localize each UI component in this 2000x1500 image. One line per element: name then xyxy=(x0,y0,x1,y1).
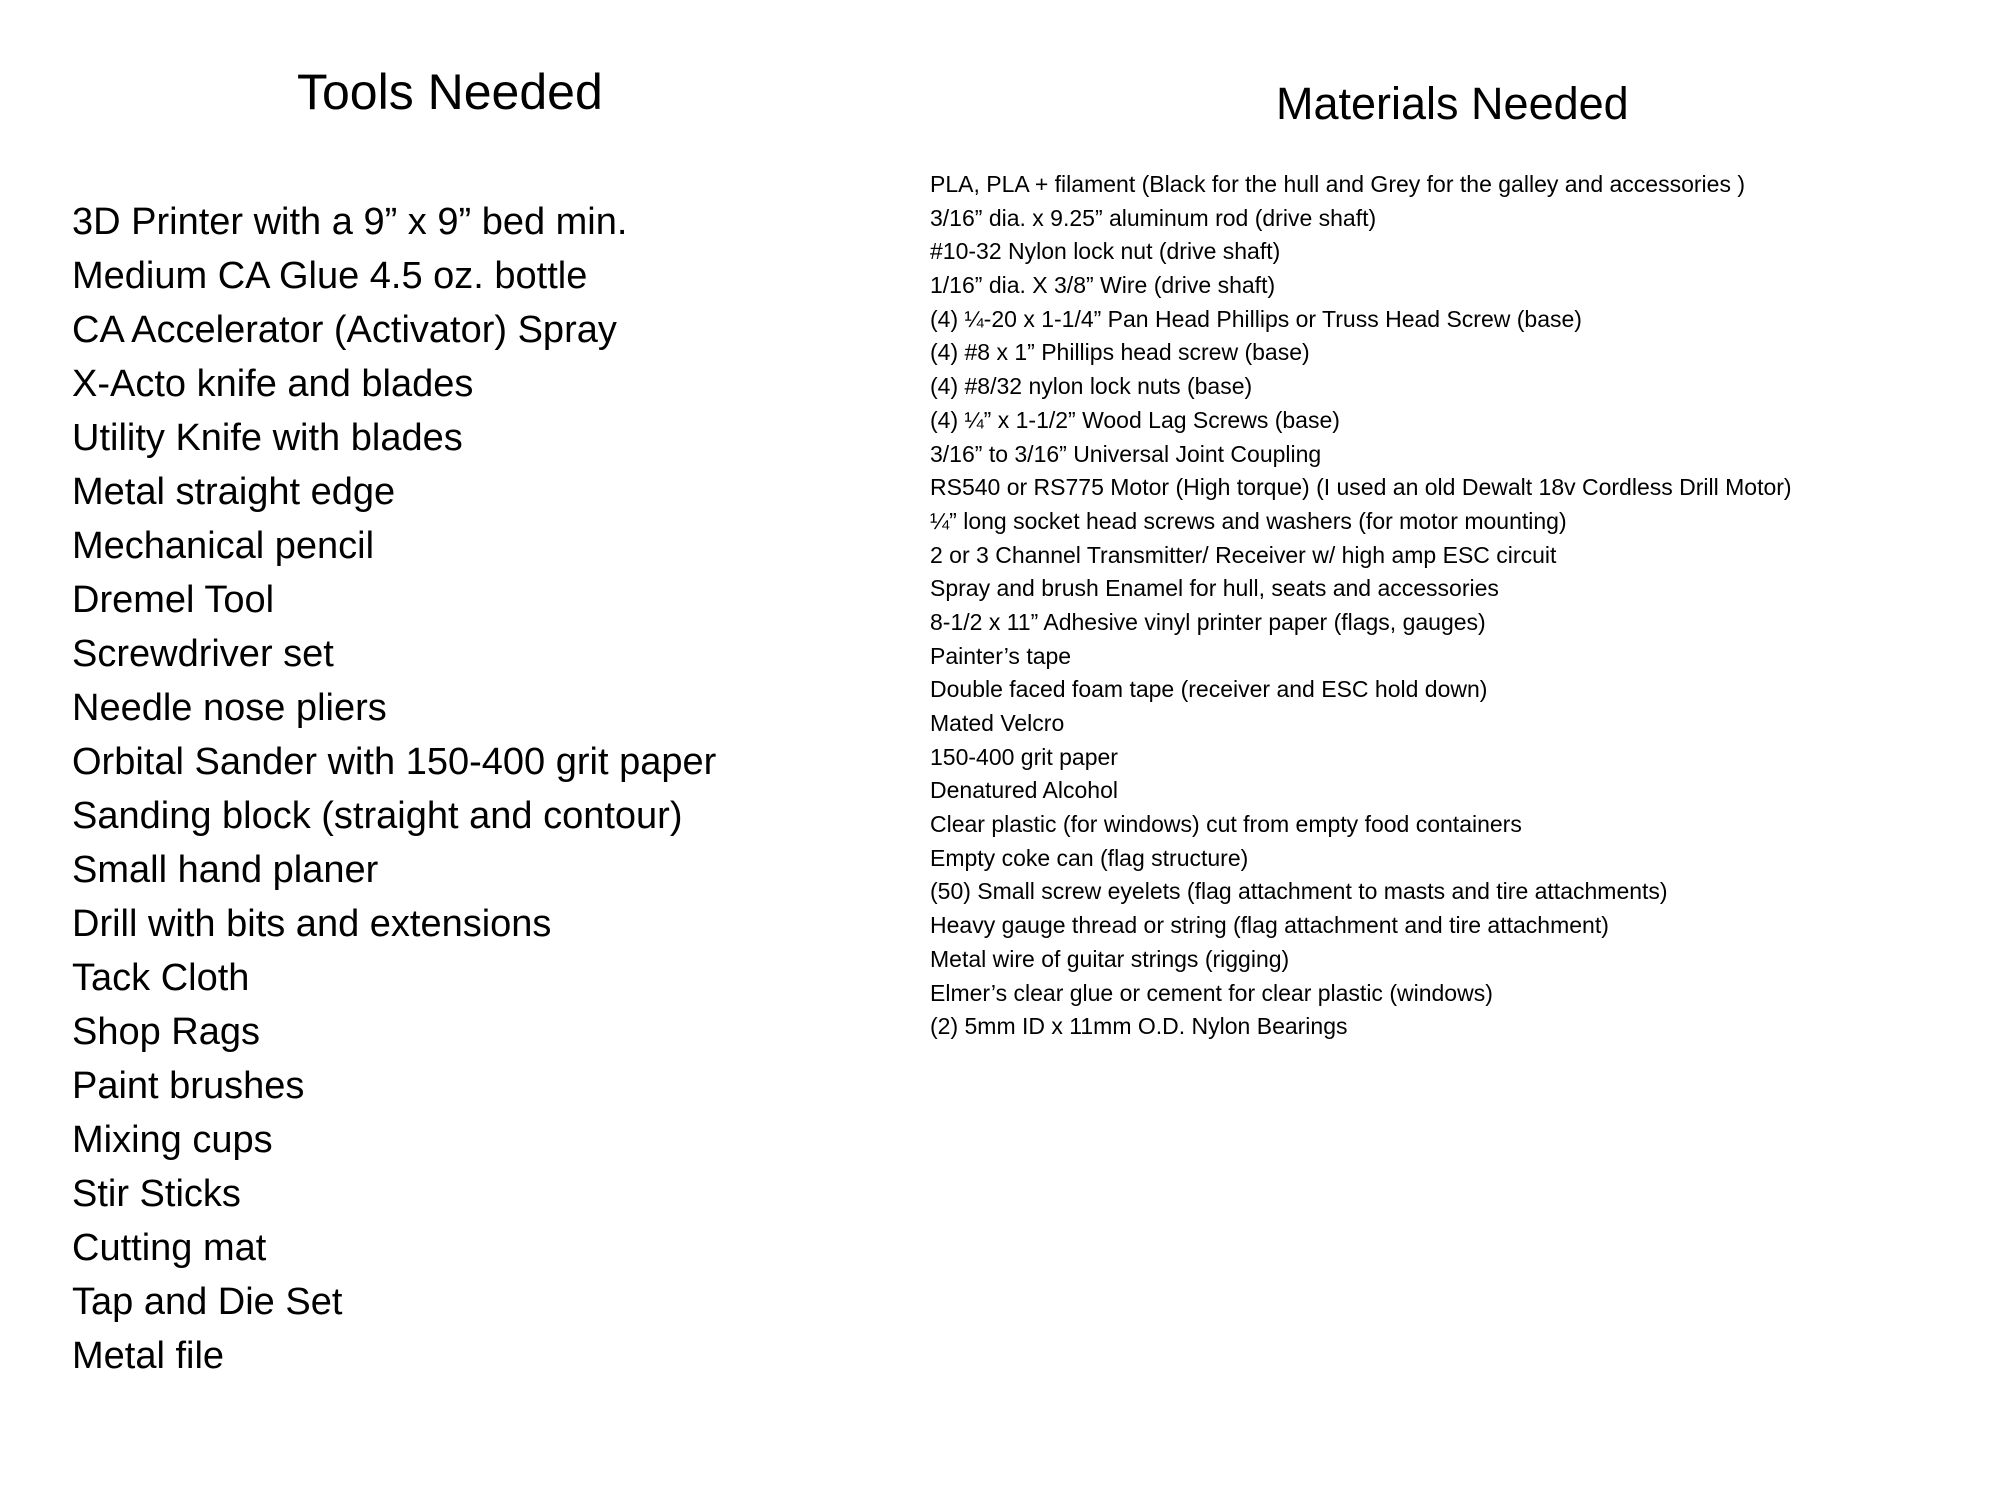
material-list-item: (50) Small screw eyelets (flag attachment to masts and tire attachments) xyxy=(930,878,1668,905)
tool-list-item: Paint brushes xyxy=(72,1065,305,1107)
material-list-item: 2 or 3 Channel Transmitter/ Receiver w/ high amp ESC circuit xyxy=(930,541,1557,568)
material-list-item: 8-1/2 x 11” Adhesive vinyl printer paper (flags, gauges) xyxy=(930,608,1486,635)
material-list-item: (4) ¼-20 x 1-1/4” Pan Head Phillips or Truss Head Screw (base) xyxy=(930,305,1582,332)
tool-list-item: Cutting mat xyxy=(72,1227,267,1269)
tools-list xyxy=(72,195,716,1383)
material-list-item: Clear plastic (for windows) cut from empty food containers xyxy=(930,811,1522,838)
material-list-item: (4) #8/32 nylon lock nuts (base) xyxy=(930,373,1253,400)
material-list-item: 150-400 grit paper xyxy=(930,743,1118,770)
material-list-item: Mated Velcro xyxy=(930,710,1065,736)
tool-list-item: Orbital Sander with 150-400 grit paper xyxy=(72,741,717,783)
material-list-item: (4) #8 x 1” Phillips head screw (base) xyxy=(930,339,1310,366)
tool-list-item: Utility Knife with blades xyxy=(72,417,463,459)
tool-list-item: Dremel Tool xyxy=(72,579,275,621)
material-list-item: PLA, PLA + filament (Black for the hull and Grey for the galley and accessories ) xyxy=(930,171,1745,197)
tool-list-item: Metal straight edge xyxy=(72,471,396,513)
material-list-item: 3/16” dia. x 9.25” aluminum rod (drive shaft) xyxy=(930,204,1377,231)
tool-list-item: CA Accelerator (Activator) Spray xyxy=(72,309,617,351)
material-list-item: ¼” long socket head screws and washers (for motor mounting) xyxy=(930,507,1567,534)
tool-list-item: Mechanical pencil xyxy=(72,525,375,567)
tool-list-item: Screwdriver set xyxy=(72,633,334,675)
material-list-item: Elmer’s clear glue or cement for clear plastic (windows) xyxy=(930,979,1493,1006)
material-list-item: #10-32 Nylon lock nut (drive shaft) xyxy=(930,238,1281,265)
tool-list-item: Shop Rags xyxy=(72,1011,261,1053)
material-list-item: Spray and brush Enamel for hull, seats and accessories xyxy=(930,575,1499,602)
materials-list xyxy=(930,168,1792,1044)
tool-list-item: Small hand planer xyxy=(72,849,379,891)
tool-list-item: Metal file xyxy=(72,1335,225,1377)
tool-list-item: Sanding block (straight and contour) xyxy=(72,795,683,837)
tool-list-item: Medium CA Glue 4.5 oz. bottle xyxy=(72,255,588,297)
material-list-item: Painter’s tape xyxy=(930,642,1072,669)
tool-list-item: 3D Printer with a 9” x 9” bed min. xyxy=(72,201,628,243)
material-list-item: (2) 5mm ID x 11mm O.D. Nylon Bearings xyxy=(930,1013,1348,1040)
tool-list-item: Stir Sticks xyxy=(72,1173,241,1215)
materials-title: Materials Needed xyxy=(1276,78,1629,129)
material-list-item: Metal wire of guitar strings (rigging) xyxy=(930,945,1290,972)
material-list-item: Double faced foam tape (receiver and ESC hold down) xyxy=(930,676,1488,703)
tool-list-item: Tap and Die Set xyxy=(72,1281,343,1323)
material-list-item: (4) ¼” x 1-1/2” Wood Lag Screws (base) xyxy=(930,406,1340,433)
material-list-item: 1/16” dia. X 3/8” Wire (drive shaft) xyxy=(930,272,1276,299)
material-list-item: 3/16” to 3/16” Universal Joint Coupling xyxy=(930,440,1322,467)
tool-list-item: Mixing cups xyxy=(72,1119,273,1161)
tools-title: Tools Needed xyxy=(297,64,603,120)
material-list-item: RS540 or RS775 Motor (High torque) (I used an old Dewalt 18v Cordless Drill Motor) xyxy=(930,474,1792,501)
material-list-item: Heavy gauge thread or string (flag attachment and tire attachment) xyxy=(930,912,1609,939)
tool-list-item: Drill with bits and extensions xyxy=(72,903,552,945)
material-list-item: Empty coke can (flag structure) xyxy=(930,844,1249,871)
tool-list-item: Needle nose pliers xyxy=(72,687,387,729)
material-list-item: Denatured Alcohol xyxy=(930,777,1118,804)
tool-list-item: Tack Cloth xyxy=(72,957,250,999)
tool-list-item: X-Acto knife and blades xyxy=(72,363,474,405)
